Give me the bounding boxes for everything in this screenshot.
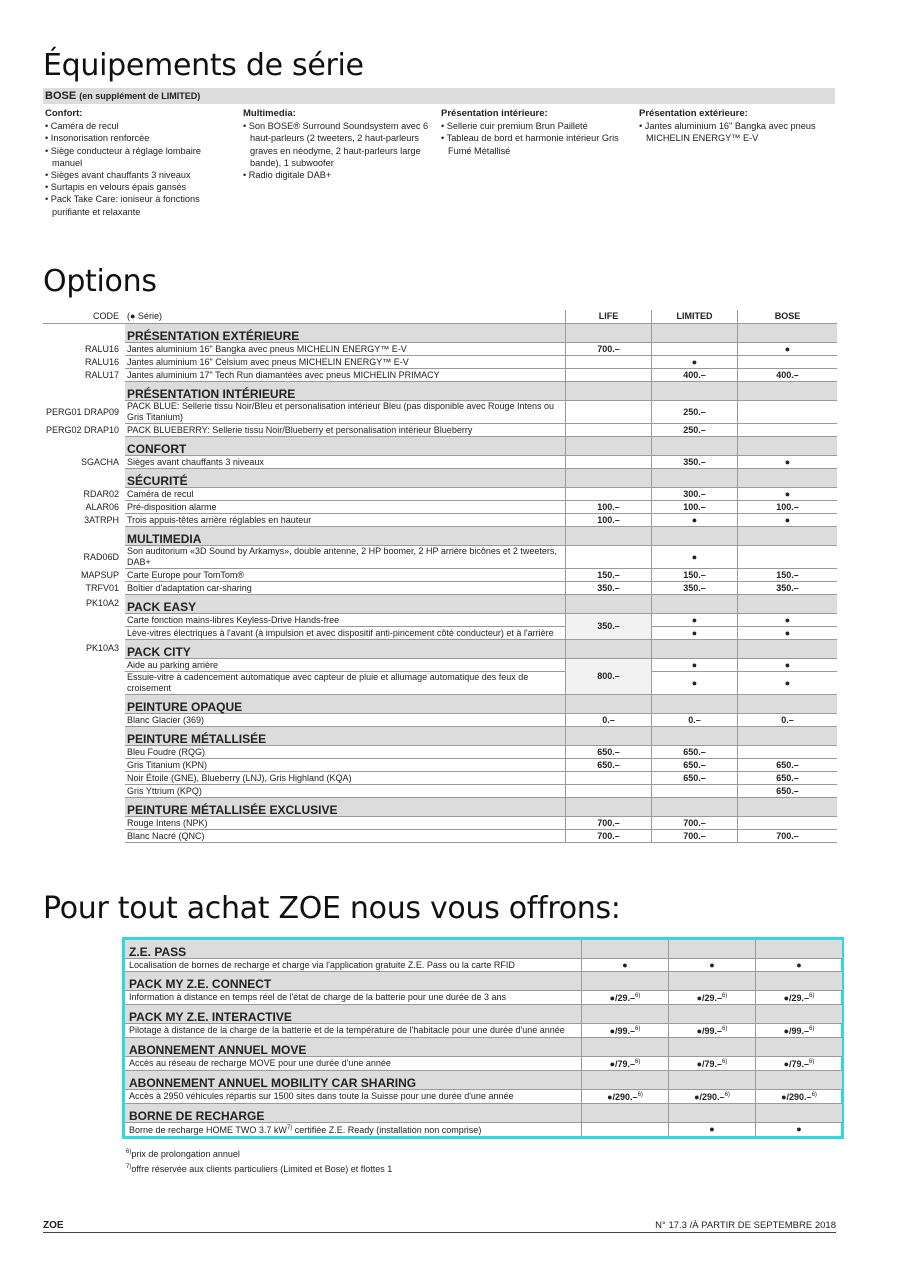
table-row: Gris Titanium (KPN) 650.– 650.– 650.– [43, 759, 837, 772]
section-title: ABONNEMENT ANNUEL MOBILITY CAR SHARING [125, 1071, 582, 1090]
section-title: BORNE DE RECHARGE [125, 1104, 582, 1123]
col-code: CODE [43, 310, 125, 324]
section-title: PEINTURE OPAQUE [125, 695, 566, 714]
equip-col-head: Confort: [45, 108, 83, 119]
section-title: Z.E. PASS [125, 940, 582, 959]
table-row: MAPSUP Carte Europe pour TomTom® 150.– 150.– 150.– [43, 569, 837, 582]
section-row [43, 727, 837, 746]
section-title: CONFORT [125, 437, 566, 456]
table-row: Lève-vitres électriques à l'avant (à impulsion et avec dispositif anti-pincement côté conducteur) et à l'arrière ● ● [43, 627, 837, 640]
list-item: • Siège conducteur à réglage lombaire manuel [45, 145, 230, 169]
table-row: ALAR06 Pré-disposition alarme 100.– 100.– 100.– [43, 501, 837, 514]
list-item: • Pack Take Care: ioniseur à fonctions purifiante et relaxante [45, 193, 230, 217]
table-row: Blanc Nacré (QNC) 700.– 700.– 700.– [43, 830, 837, 843]
list-item: • Sellerie cuir premium Brun Pailleté [441, 120, 631, 132]
equip-col-head: Multimedia: [243, 108, 296, 119]
equip-col-exterieur [639, 108, 835, 145]
section-row [43, 595, 837, 614]
table-row: Blanc Glacier (369) 0.– 0.– 0.– [43, 714, 837, 727]
table-row: RALU16 Jantes aluminium 16" Bangka avec pneus MICHELIN ENERGY™ E-V 700.– ● [43, 343, 837, 356]
col-desc: (● Série) [125, 310, 566, 324]
equip-col-multimedia [243, 108, 435, 181]
footer-edition: N° 17.3 /À PARTIR DE SEPTEMBRE 2018 [655, 1220, 836, 1231]
table-row: Essuie-vitre à cadencement automatique avec capteur de pluie et allumage automatique des feux de croisement ● ● [43, 672, 837, 695]
table-row: Noir Étoile (GNE), Blueberry (LNJ), Gris Highland (KQA) 650.– 650.– [43, 772, 837, 785]
section-title: PRÉSENTATION INTÉRIEURE [125, 382, 566, 401]
section-title: PACK CITY [125, 640, 566, 659]
section-title: MULTIMEDIA [125, 527, 566, 546]
section-title: PACK MY Z.E. CONNECT [125, 972, 582, 991]
options-title: Options [43, 264, 157, 299]
section-row [43, 382, 837, 401]
pack-price: 800.– [566, 659, 652, 695]
section-row [43, 469, 837, 488]
pack-code: PK10A2 [85, 597, 119, 608]
footer-model: ZOE [43, 1220, 64, 1231]
table-row: Accès au réseau de recharge MOVE pour une durée d'une année ●/79.–$^{6)}$ ●/79.–$^{6)}$ ●/79.–$^{6)}$ [125, 1057, 842, 1071]
section-title: PACK MY Z.E. INTERACTIVE [125, 1005, 582, 1024]
table-row: Borne de recharge HOME TWO 3.7 $kW^{7)}$ certifiée Z.E. Ready (installation non comprise) ● ● [125, 1123, 842, 1137]
table-row: Localisation de bornes de recharge et charge via l'application gratuite Z.E. Pass ou la carte RFID ● ● ● [125, 959, 842, 972]
section-row [125, 1038, 842, 1057]
equip-col-interieur [441, 108, 631, 157]
footnotes [126, 1146, 392, 1175]
section-row [125, 1005, 842, 1024]
table-row: PERG01 DRAP09 PACK BLUE: Sellerie tissu Noir/Bleu et personalisation intérieur Bleu (pas disponible avec Rouge Intens ou Gris Titanium) 250.– [43, 401, 837, 424]
table-row: RALU16 Jantes aluminium 16" Celsium avec pneus MICHELIN ENERGY™ E-V ● [43, 356, 837, 369]
table-row: Information à distance en temps réel de l'état de charge de la batterie pour une durée de 3 ans ●/29.–$^{6)}$ ●/29.–$^{6)}$ ●/29.–$^{6)}$ [125, 991, 842, 1005]
section-title: SÉCURITÉ [125, 469, 566, 488]
list-item: • Sièges avant chauffants 3 niveaux [45, 169, 230, 181]
list-item: • Son BOSE® Surround Soundsystem avec 6 haut-parleurs (2 tweeters, 2 haut-parleurs graves en néodyme, 2 haut-parleurs large bande), 1 subwoofer [243, 120, 435, 169]
equip-col-head: Présentation intérieure: [441, 108, 548, 119]
equip-col-head: Présentation extérieure: [639, 108, 748, 119]
table-row: Rouge Intens (NPK) 700.– 700.– [43, 817, 837, 830]
table-row: Pilotage à distance de la charge de la batterie et de la température de l'habitacle pour une durée d'une année ●/99.–$^{6)}$ ●/99.–$^{6)}$ ●/99.–$^{6)}$ [125, 1024, 842, 1038]
col-bose: BOSE [738, 310, 838, 324]
col-limited: LIMITED [652, 310, 738, 324]
footnote-6: $^{6)}$prix de prolongation annuel [126, 1149, 240, 1159]
table-row: TRFV01 Boîtier d'adaptation car-sharing 350.– 350.– 350.– [43, 582, 837, 595]
section-row [43, 437, 837, 456]
table-row: Aide au parking arrière 800.– ● ● [43, 659, 837, 672]
list-item: • Radio digitale DAB+ [243, 169, 435, 181]
bose-bar-title: BOSE [45, 90, 77, 102]
section-title: ABONNEMENT ANNUEL MOVE [125, 1038, 582, 1057]
offer-title: Pour tout achat ZOE nous vous offrons: [43, 891, 621, 926]
bose-header-bar [43, 88, 835, 104]
table-row: PERG02 DRAP10 PACK BLUEBERRY: Sellerie tissu Noir/Blueberry et personalisation intérieur Blueberry 250.– [43, 424, 837, 437]
table-header [43, 310, 837, 324]
list-item: • Insonorisation renforcée [45, 132, 230, 144]
section-title: PEINTURE MÉTALLISÉE EXCLUSIVE [125, 798, 566, 817]
offer-table [125, 940, 842, 1136]
pack-price: 350.– [566, 614, 652, 640]
section-title: PRÉSENTATION EXTÉRIEURE [125, 324, 566, 343]
section-title: PEINTURE MÉTALLISÉE [125, 727, 566, 746]
section-row [125, 940, 842, 959]
section-row [125, 972, 842, 991]
section-row [43, 527, 837, 546]
pack-code: PK10A3 [85, 642, 119, 653]
table-row: 3ATRPH Trois appuis-têtes arrière réglables en hauteur 100.– ● ● [43, 514, 837, 527]
section-row [43, 695, 837, 714]
list-item: • Jantes aluminium 16" Bangka avec pneus MICHELIN ENERGY™ E-V [639, 120, 835, 144]
table-row: RDAR02 Caméra de recul 300.– ● [43, 488, 837, 501]
table-row: Bleu Foudre (RQG) 650.– 650.– [43, 746, 837, 759]
table-row: RALU17 Jantes aluminium 17" Tech Run diamantées avec pneus MICHELIN PRIMACY 400.– 400.– [43, 369, 837, 382]
equip-col-confort [45, 108, 230, 218]
list-item: • Caméra de recul [45, 120, 230, 132]
section-row [43, 640, 837, 659]
footnote-7: $^{7)}$offre réservée aux clients particuliers (Limited et Bose) et flottes 1 [126, 1163, 393, 1174]
table-row: RAD06D Son auditorium «3D Sound by Arkamys», double antenne, 2 HP boomer, 2 HP arrière bicônes et 2 tweeters, DAB+ ● [43, 546, 837, 569]
section-row [43, 798, 837, 817]
section-row [125, 1104, 842, 1123]
list-item: • Surtapis en velours épais gansés [45, 181, 230, 193]
equipment-title: Équipements de série [43, 48, 364, 83]
section-title: PACK EASY [125, 595, 566, 614]
col-life: LIFE [566, 310, 652, 324]
footer-divider [43, 1232, 836, 1233]
bose-bar-subtitle: (en supplément de LIMITED) [79, 91, 201, 101]
table-row: Carte fonction mains-libres Keyless-Drive Hands-free 350.– ● ● [43, 614, 837, 627]
section-row [43, 324, 837, 343]
table-row: SGACHA Sièges avant chauffants 3 niveaux 350.– ● [43, 456, 837, 469]
options-table [43, 310, 837, 843]
table-row: Accès à 2950 véhicules répartis sur 1500 sites dans toute la Suisse pour une durée d'une année ●/290.–$^{6)}$ ●/290.–$^{6)}$ ●/290.–$^{6)}$ [125, 1090, 842, 1104]
section-row [125, 1071, 842, 1090]
offer-box [122, 937, 844, 1139]
table-row: Gris Yttrium (KPQ) 650.– [43, 785, 837, 798]
list-item: • Tableau de bord et harmonie intérieur Gris Fumé Métallisé [441, 132, 631, 156]
